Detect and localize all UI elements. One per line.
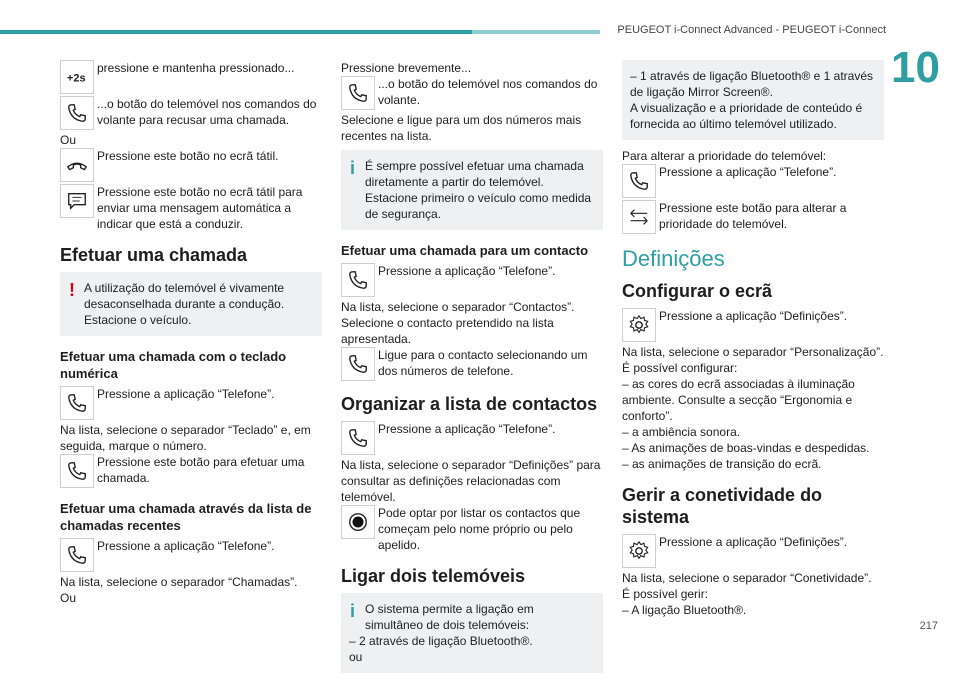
column-3	[622, 60, 884, 618]
heading: Gerir a conetividade do sistema	[622, 485, 823, 527]
text: pressione e mantenha pressionado...	[97, 61, 295, 75]
text: Pressione este botão no ecrã tátil.	[97, 149, 279, 163]
text: Ligue para o contacto selecionando um dos números de telefone.	[378, 348, 588, 378]
press-hold-2s-icon	[60, 60, 94, 94]
heading: Ligar dois telemóveis	[341, 566, 526, 586]
info-note: i O sistema permite a ligação em simultâneo de dois telemóveis: – 2 através de ligação Bluetooth®. ou	[341, 593, 603, 673]
text: – A ligação Bluetooth®.	[622, 603, 747, 617]
svg-text:+2s: +2s	[66, 72, 86, 85]
phone-icon	[60, 454, 94, 488]
heading: Efetuar uma chamada	[60, 245, 248, 265]
info-icon: i	[350, 158, 356, 178]
text: Ou	[60, 591, 77, 605]
phone-icon	[60, 96, 94, 130]
text: ...o botão do telemóvel nos comandos do volante.	[378, 77, 598, 107]
text: Pressione este botão no ecrã tátil para enviar uma mensagem automática a indicar que está a conduzir.	[97, 185, 303, 231]
text: Na lista, selecione o separador “Personalização”.	[622, 345, 884, 359]
gear-icon	[622, 308, 656, 342]
text: Pressione este botão para efetuar uma chamada.	[97, 455, 305, 485]
phone-icon	[622, 164, 656, 198]
column-1	[60, 60, 322, 606]
warning-icon: !	[69, 280, 75, 300]
text: Pressione este botão para alterar a prioridade do telemóvel.	[659, 201, 847, 231]
text: Na lista, selecione o separador “Contactos”. Selecione o contacto pretendido na lista apresentada.	[341, 300, 575, 346]
radio-button-icon	[341, 505, 375, 539]
text: Ou	[60, 133, 77, 147]
phone-icon	[341, 421, 375, 455]
text: Pressione brevemente...	[341, 61, 472, 75]
subheading: Efetuar uma chamada com o teclado numérica	[60, 349, 287, 381]
text: Pressione a aplicação “Definições”.	[659, 535, 848, 549]
text: É possível configurar:	[622, 361, 738, 375]
hang-up-icon	[60, 148, 94, 182]
info-icon: i	[350, 601, 356, 621]
text: Na lista, selecione o separador “Teclado” e, em seguida, marque o número.	[60, 423, 311, 453]
swap-arrows-icon	[622, 200, 656, 234]
subheading: Efetuar uma chamada através da lista de chamadas recentes	[60, 501, 312, 533]
phone-icon	[60, 538, 94, 572]
text: – a ambiência sonora.	[622, 425, 741, 439]
page-number: 217	[919, 620, 938, 632]
text: É possível gerir:	[622, 587, 709, 601]
header-bar-accent	[472, 30, 600, 34]
text: Na lista, selecione o separador “Conetividade”.	[622, 571, 872, 585]
phone-icon	[341, 347, 375, 381]
header-title: PEUGEOT i-Connect Advanced - PEUGEOT i-Connect	[617, 24, 886, 36]
text: Pressione a aplicação “Definições”.	[659, 309, 848, 323]
section-title: Definições	[622, 246, 725, 271]
phone-icon	[341, 76, 375, 110]
text: Pressione a aplicação “Telefone”.	[97, 539, 275, 553]
chapter-number: 10	[891, 43, 940, 92]
text: Na lista, selecione o separador “Definições” para consultar as definições relacionadas com telemóvel.	[341, 458, 601, 504]
phone-icon	[341, 263, 375, 297]
heading: Organizar a lista de contactos	[341, 394, 598, 414]
text: Pressione a aplicação “Telefone”.	[378, 264, 556, 278]
text: Pressione a aplicação “Telefone”.	[659, 165, 837, 179]
column-2	[341, 60, 603, 681]
text: Pressione a aplicação “Telefone”.	[378, 422, 556, 436]
heading: Configurar o ecrã	[622, 281, 773, 301]
text: Pode optar por listar os contactos que começam pelo nome próprio ou pelo apelido.	[378, 506, 581, 552]
text: Pressione a aplicação “Telefone”.	[97, 387, 275, 401]
text: Selecione e ligue para um dos números mais recentes na lista.	[341, 113, 582, 143]
phone-icon	[60, 386, 94, 420]
text: Para alterar a prioridade do telemóvel:	[622, 149, 827, 163]
gear-icon	[622, 534, 656, 568]
subheading: Efetuar uma chamada para um contacto	[341, 243, 589, 258]
info-note: i É sempre possível efetuar uma chamada diretamente a partir do telemóvel. Estacione primeiro o veículo como medida de segurança.	[341, 150, 603, 230]
header-bar	[0, 30, 472, 34]
info-note-continued: – 1 através de ligação Bluetooth® e 1 através de ligação Mirror Screen®. A visualização e a prioridade de conteúdo é fornecida ao último telemóvel utilizado.	[622, 60, 884, 140]
text: – as animações de transição do ecrã.	[622, 457, 822, 471]
text: Na lista, selecione o separador “Chamadas”.	[60, 575, 298, 589]
text: – as cores do ecrã associadas à iluminação ambiente. Consulte a secção “Ergonomia e conforto”.	[622, 377, 855, 423]
warning-note: ! A utilização do telemóvel é vivamente desaconselhada durante a condução. Estacione o veículo.	[60, 272, 322, 336]
text: ...o botão do telemóvel nos comandos do volante para recusar uma chamada.	[97, 97, 317, 127]
text: – As animações de boas-vindas e despedidas.	[622, 441, 870, 455]
